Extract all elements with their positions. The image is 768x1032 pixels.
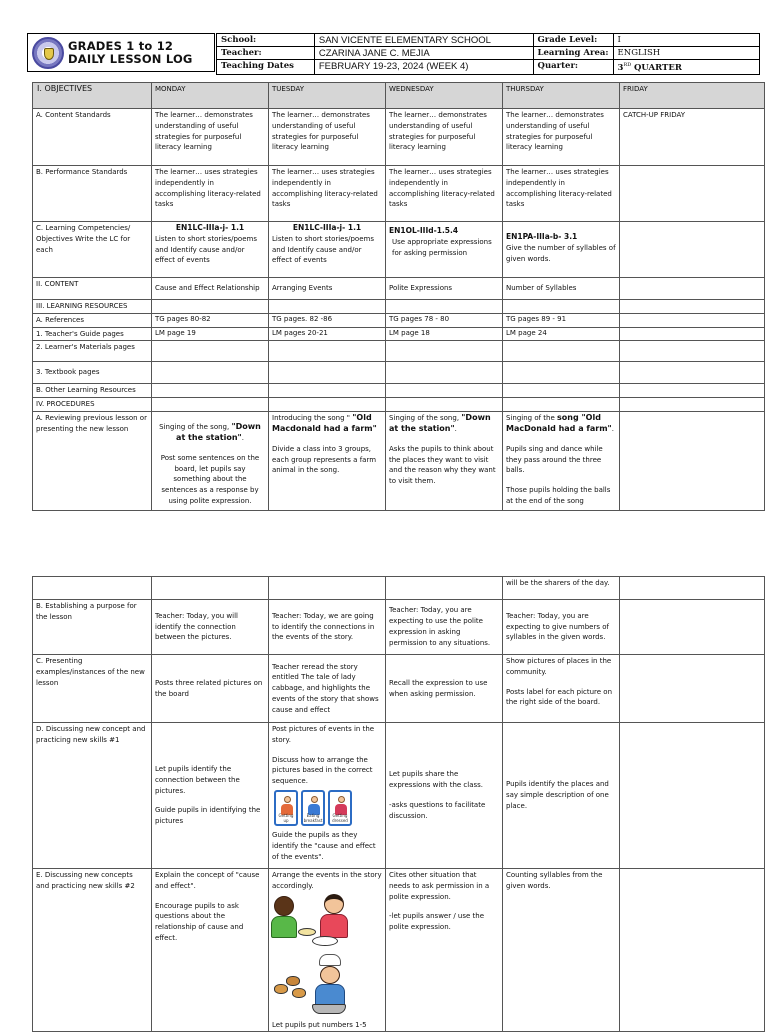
textbook-label: 3. Textbook pages	[33, 362, 152, 384]
procedure-d-tue	[269, 723, 386, 869]
competency-text: Listen to short stories/poems and Identify cause and/or effect of events	[155, 234, 257, 265]
competency-code: EN1LC-IIIa-j- 1.1	[175, 223, 245, 232]
references-row	[33, 313, 765, 327]
text: Discuss how to arrange the pictures based in the correct sequence.	[272, 755, 373, 786]
content-standards-mon: The learner… demonstrates understanding of useful strategies for purposeful literacy learning	[152, 109, 269, 166]
text: Let pupils share the expressions with the class.	[389, 770, 484, 790]
procedure-e-tue	[269, 869, 386, 1032]
references-label: A. References	[33, 313, 152, 327]
area-value: ENGLISH	[613, 47, 759, 60]
header-info-table	[216, 33, 760, 75]
procedure-c-tue: Teacher reread the story entitled The tale of lady cabbage, and highlights the events of the story that shows cause and effect	[269, 655, 386, 723]
wednesday-header: WEDNESDAY	[386, 83, 503, 109]
learning-resources-row	[33, 300, 765, 314]
area-label: Learning Area:	[533, 47, 613, 60]
competency-text: Listen to short stories/poems and Identify cause and/or effect of events	[272, 234, 374, 265]
text: Let pupils identify the connection between the pictures.	[155, 765, 240, 795]
text: Let pupils put numbers 1-5	[272, 1020, 367, 1029]
text: Post some sentences on the board, let pupils say something about the sentences as a response by using polite expression.	[160, 453, 260, 505]
lesson-plan-table-page1	[32, 82, 765, 511]
competency-thu	[503, 222, 620, 278]
performance-standards-label: B. Performance Standards	[33, 166, 152, 222]
text: Asks the pupils to think about the places they want to visit and the reason why they want to visit them.	[389, 444, 496, 486]
song-title: "Down at the station"	[389, 413, 491, 433]
content-wed: Polite Expressions	[386, 278, 503, 300]
baking-bread-picture	[272, 954, 360, 1016]
content-fri	[620, 278, 765, 300]
guide-wed: LM page 18	[386, 327, 503, 341]
procedure-a-wed: Singing of the song, "Down at the station". Asks the pupils to think about the places they want to visit and the reason why they want to visit them.	[386, 412, 503, 511]
quarter-value	[613, 60, 759, 75]
teacher-value: CZARINA JANE C. MEJIA	[314, 47, 533, 60]
procedure-c-mon: Posts three related pictures on the board	[152, 655, 269, 723]
procedure-d-wed	[386, 723, 503, 869]
content-thu: Number of Syllables	[503, 278, 620, 300]
header-title	[68, 40, 193, 66]
guide-thu: LM page 24	[503, 327, 620, 341]
text: Cites other situation that needs to ask permission in a polite expression.	[389, 871, 490, 901]
procedure-d-label: D. Discussing new concept and practicing new skills #1	[33, 723, 152, 869]
learning-resources-label: III. LEARNING RESOURCES	[33, 300, 152, 314]
guide-mon: LM page 19	[152, 327, 269, 341]
procedure-a-tue	[269, 412, 386, 511]
grade-label: Grade Level:	[533, 34, 613, 47]
procedure-e-mon	[152, 869, 269, 1032]
competency-code: EN1PA-IIIa-b- 3.1	[506, 232, 578, 241]
text: Singing of the song,	[159, 423, 232, 432]
competency-fri	[620, 222, 765, 278]
school-value: SAN VICENTE ELEMENTARY SCHOOL	[314, 34, 533, 47]
procedure-c-wed: Recall the expression to use when asking permission.	[386, 655, 503, 723]
procedure-b-label: B. Establishing a purpose for the lesson	[33, 600, 152, 655]
event-picture-cards	[274, 790, 382, 826]
tuesday-header: TUESDAY	[269, 83, 386, 109]
procedure-c-row	[33, 655, 765, 723]
content-row	[33, 278, 765, 300]
content-standards-wed: The learner… demonstrates understanding of useful strategies for purposeful literacy learning	[386, 109, 503, 166]
song-title: song "Old MacDonald had a farm"	[506, 413, 612, 433]
dates-label: Teaching Dates	[217, 60, 315, 75]
procedure-a-continued-row	[33, 577, 765, 600]
content-standards-thu: The learner… demonstrates understanding of useful strategies for purposeful literacy learning	[503, 109, 620, 166]
text: Guide pupils in identifying the pictures	[155, 806, 261, 826]
procedures-label: IV. PROCEDURES	[33, 398, 152, 412]
grade-value: I	[613, 34, 759, 47]
competency-code: EN1LC-IIIa-j- 1.1	[292, 223, 362, 232]
card-caption: Getting dressed	[332, 812, 348, 823]
performance-standards-mon: The learner… uses strategies independently in accomplishing literacy-related tasks	[152, 166, 269, 222]
thursday-header: THURSDAY	[503, 83, 620, 109]
content-mon: Cause and Effect Relationship	[152, 278, 269, 300]
catch-up-friday: CATCH-UP FRIDAY	[620, 109, 765, 166]
text: -let pupils answer / use the polite expression.	[389, 912, 485, 932]
song-title: "Old Macdonald had a farm"	[272, 413, 377, 433]
title-line-1: GRADES 1 to 12	[68, 38, 174, 53]
song-title: "Down at the station"	[176, 422, 261, 442]
teachers-guide-label: 1. Teacher's Guide pages	[33, 327, 152, 341]
competency-tue	[269, 222, 386, 278]
dates-value: FEBRUARY 19-23, 2024 (WEEK 4)	[314, 60, 533, 75]
procedure-b-row	[33, 600, 765, 655]
quarter-word: QUARTER	[633, 62, 682, 73]
content-standards-tue: The learner… demonstrates understanding of useful strategies for purposeful literacy learning	[269, 109, 386, 166]
getting-dressed-card	[328, 790, 352, 826]
text: Encourage pupils to ask questions about the relationship of cause and effect.	[155, 901, 244, 942]
procedure-a-mon: Singing of the song, "Down at the station". Post some sentences on the board, let pupils say something about the sentences as a response by using polite expression.	[152, 412, 269, 511]
performance-standards-thu: The learner… uses strategies independently in accomplishing literacy-related tasks	[503, 166, 620, 222]
procedure-a-thu-continued: will be the sharers of the day.	[503, 577, 620, 600]
competency-mon	[152, 222, 269, 278]
deped-seal-icon	[32, 37, 64, 69]
competency-text: Give the number of syllables of given words.	[506, 243, 616, 263]
textbook-row	[33, 362, 765, 384]
content-tue: Arranging Events	[269, 278, 386, 300]
text: Singing of the song,	[389, 414, 462, 423]
procedure-b-tue: Teacher: Today, we are going to identify the connections in the events of the story.	[269, 600, 386, 655]
performance-standards-tue: The learner… uses strategies independently in accomplishing literacy-related tasks	[269, 166, 386, 222]
quarter-number: 3	[617, 62, 624, 73]
procedure-d-row	[33, 723, 765, 869]
text: Arrange the events in the story accordingly.	[272, 871, 382, 890]
header-title-box	[27, 33, 215, 72]
procedures-row	[33, 398, 765, 412]
lesson-plan-table-page2	[32, 576, 765, 1032]
competencies-row	[33, 222, 765, 278]
procedure-e-wed	[386, 869, 503, 1032]
procedure-a-row	[33, 412, 765, 511]
competency-wed	[386, 222, 503, 278]
content-label: II. CONTENT	[33, 278, 152, 300]
competency-text: Use appropriate expressions for asking permission	[392, 237, 492, 257]
procedure-a-label: A. Reviewing previous lesson or presenting the new lesson	[33, 412, 152, 511]
procedure-d-thu: Pupils identify the places and say simple description of one place.	[503, 723, 620, 869]
text: Those pupils holding the balls at the end of the song	[506, 486, 611, 505]
procedure-c-label: C. Presenting examples/instances of the new lesson	[33, 655, 152, 723]
teachers-guide-row	[33, 327, 765, 341]
procedure-b-mon: Teacher: Today, you will identify the connection between the pictures.	[152, 600, 269, 655]
quarter-label: Quarter:	[533, 60, 613, 75]
procedure-a-fri	[620, 412, 765, 511]
day-header-row	[33, 83, 765, 109]
card-caption: Eating breakfast	[303, 812, 323, 823]
other-resources-label: B. Other Learning Resources	[33, 384, 152, 398]
teacher-label: Teacher:	[217, 47, 315, 60]
performance-standards-fri	[620, 166, 765, 222]
card-caption: Getting up	[278, 812, 294, 823]
procedure-d-mon	[152, 723, 269, 869]
guide-tue: LM pages 20-21	[269, 327, 386, 341]
text: Divide a class into 3 groups, each group represents a farm animal in the song.	[272, 444, 377, 475]
references-wed: TG pages 78 - 80	[386, 313, 503, 327]
school-label: School:	[217, 34, 315, 47]
competencies-label: C. Learning Competencies/ Objectives Write the LC for each	[33, 222, 152, 278]
text: Show pictures of places in the community.	[506, 657, 612, 676]
lesson-log-header	[27, 33, 760, 72]
learners-materials-label: 2. Learner's Materials pages	[33, 341, 152, 362]
text: Guide the pupils as they identify the "cause and effect of the events".	[272, 830, 376, 861]
content-standards-label: A. Content Standards	[33, 109, 152, 166]
procedure-b-thu: Teacher: Today, you are expecting to give numbers of syllables in the given words.	[503, 600, 620, 655]
procedure-e-row	[33, 869, 765, 1032]
procedure-a-thu: Singing of the song "Old MacDonald had a farm". Pupils sing and dance while they pass around the three balls. Those pupils holding the balls at the end of the song	[503, 412, 620, 511]
monday-header: MONDAY	[152, 83, 269, 109]
procedure-e-label: E. Discussing new concepts and practicing new skills #2	[33, 869, 152, 1032]
text: -asks questions to facilitate discussion.	[389, 801, 486, 820]
quarter-suffix: RD	[623, 62, 632, 68]
references-mon: TG pages 80-82	[152, 313, 269, 327]
title-line-2: DAILY LESSON LOG	[68, 51, 193, 66]
references-tue: TG pages. 82 -86	[269, 313, 386, 327]
getting-up-card	[274, 790, 298, 826]
text: Post pictures of events in the story.	[272, 725, 375, 744]
learners-materials-row	[33, 341, 765, 362]
text: Singing of the	[506, 414, 558, 423]
performance-standards-row	[33, 166, 765, 222]
children-eating-picture	[272, 894, 360, 952]
friday-header: FRIDAY	[620, 83, 765, 109]
competency-code: EN1OL-IIId-1.5.4	[389, 226, 459, 235]
content-standards-row	[33, 109, 765, 166]
text: Introducing the song "	[272, 414, 353, 423]
procedure-b-wed: Teacher: Today, you are expecting to use the polite expression in asking permission to any situations.	[386, 600, 503, 655]
text: Posts label for each picture on the right side of the board.	[506, 687, 613, 707]
performance-standards-wed: The learner… uses strategies independently in accomplishing literacy-related tasks	[386, 166, 503, 222]
procedure-e-thu: Counting syllables from the given words.	[503, 869, 620, 1032]
objectives-header: I. OBJECTIVES	[33, 83, 152, 109]
eating-breakfast-card	[301, 790, 325, 826]
references-thu: TG pages 89 - 91	[503, 313, 620, 327]
text: Pupils sing and dance while they pass around the three balls.	[506, 444, 603, 475]
other-resources-row	[33, 384, 765, 398]
procedure-c-thu	[503, 655, 620, 723]
text: Explain the concept of "cause and effect".	[155, 871, 260, 890]
